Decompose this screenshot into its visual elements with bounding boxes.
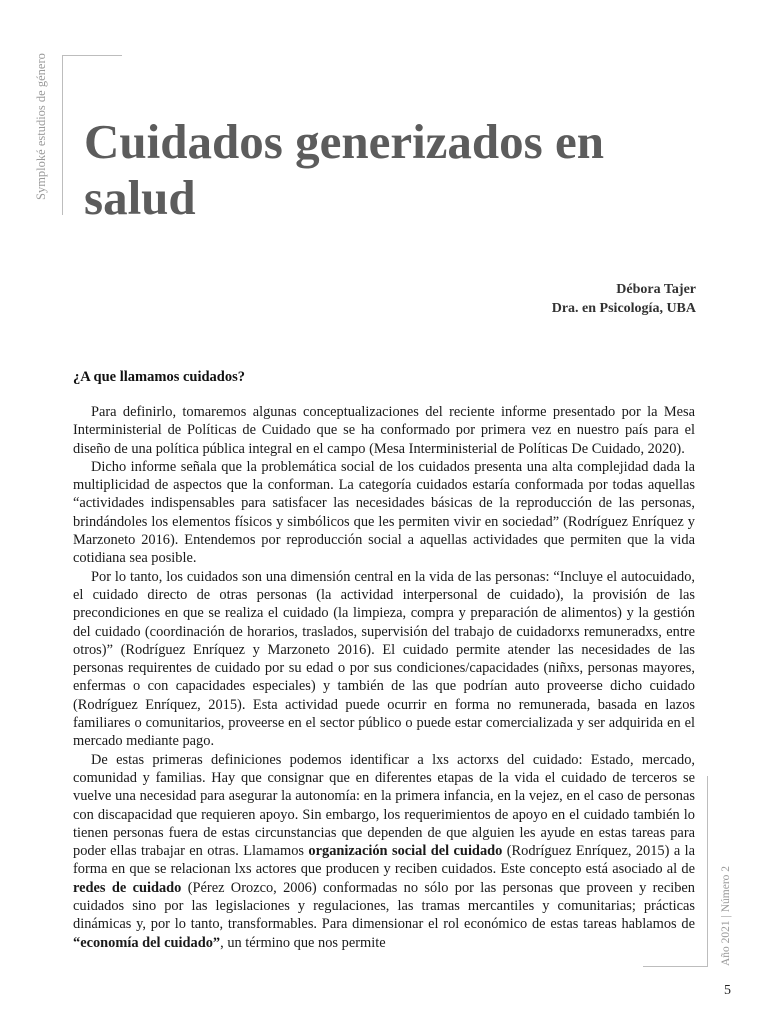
text-run: , un término que nos permite [220,934,386,951]
text-run: Por lo tanto, los cuidados son una dimensión central en la vida de las personas: “Incluye el autocuidado, el cuidado directo de otras personas (la actividad interpersonal de cuidado), la provisión de las precondiciones en que se realiza el cuidado (la limpieza, compra y preparación de alimentos) y la gestión del cuidado (coordinación de horarios, traslados, supervisión del trabajo de cuidadorxs remuneradxs, entre otros)” (Rodríguez Enríquez y Marzoneto 2016). El cuidado permite atender las necesidades de las personas requirentes de cuidado por su edad o por sus condiciones/capacidades (niñxs, personas mayores, enfermas o con capacidades especiales) y también de las que podrían auto proveerse dicho cuidado (Rodríguez Enríquez, 2015). Esta actividad puede ocurrir en forma no remunerada, basada en lazos familiares o comunitarios, proveerse en el sector público o puede estar comercializada y ser adquirida en el mercado mediante pago. [73,568,695,750]
decorative-rule-bottom-vertical [707,776,708,966]
paragraph [73,751,695,952]
text-run: (Pérez Orozco, 2006) conformadas no sólo por las personas que proveen y reciben cuidados sino por las legislaciones y regulaciones, las tramas mercantiles y comunitarias; prácticas dinámicas y, por lo tanto, transformables. Para dimensionar el rol económico de estas tareas hablamos de [73,879,695,933]
decorative-rule-top-horizontal [62,55,122,56]
author-affiliation: Dra. en Psicología, UBA [551,301,696,316]
text-run: Dicho informe señala que la problemática social de los cuidados presenta una alta complejidad dada la multiplicidad de aspectos que la conforman. La categoría cuidados estaría conformada por todas aquellas “actividades indispensables para satisfacer las necesidades básicas de la reproducción de las personas, brindándoles los elementos físicos y simbólicos que les permiten vivir en sociedad” (Rodríguez Enríquez y Marzoneto 2016). Entendemos por reproducción social a aquellas actividades que permiten que la vida cotidiana sea posible. [73,458,695,567]
text-run: (Rodríguez Enríquez, 2015) a la forma en que se relacionan lxs actores que producen y reciben cuidados. Este concepto está asociado al de [73,843,695,878]
page-number: 5 [724,983,731,998]
text-run: De estas primeras definiciones podemos identificar a lxs actorxs del cuidado: Estado, mercado, comunidad y familias. Hay que consignar que en diferentes etapas de la vida el cuidado de terceros se vuelve una necesidad para asegurar la autonomía: en la primera infancia, en la vejez, en el caso de personas con discapacidad que requieren apoyo. Sin embargo, los requerimientos de apoyo en el cuidado también lo tienen personas fuera de estas circunstancias que dependen de que alguien les ayude en estas tareas para poder ellas trabajar en otras. Llamamos [73,751,695,860]
text-run: Para definirlo, tomaremos algunas conceptualizaciones del reciente informe presentado por la Mesa Interministerial de Políticas de Cuidado que se ha conformado por primera vez en nuestro país para el diseño de una política pública integral en el campo (Mesa Interministerial de Políticas De Cuidado, 2020). [73,404,695,457]
decorative-rule-bottom-horizontal [643,966,708,967]
issue-info: Año 2021 | Número 2 [720,865,732,966]
bold-term: organización social del cuidado [308,843,503,860]
author-block [552,280,696,318]
bold-term: redes de cuidado [73,879,182,896]
paragraph [73,458,695,568]
journal-name: Symploké estudios de género [34,53,48,200]
bold-term: “economía del cuidado” [73,934,221,951]
article-title: Cuidados generizados en salud [84,114,605,225]
author-name: Débora Tajer [616,282,696,297]
paragraph [73,403,695,458]
article-body [73,403,695,952]
paragraph [73,568,695,751]
section-heading: ¿A que llamamos cuidados? [73,369,246,385]
decorative-rule-top-vertical [62,55,63,215]
